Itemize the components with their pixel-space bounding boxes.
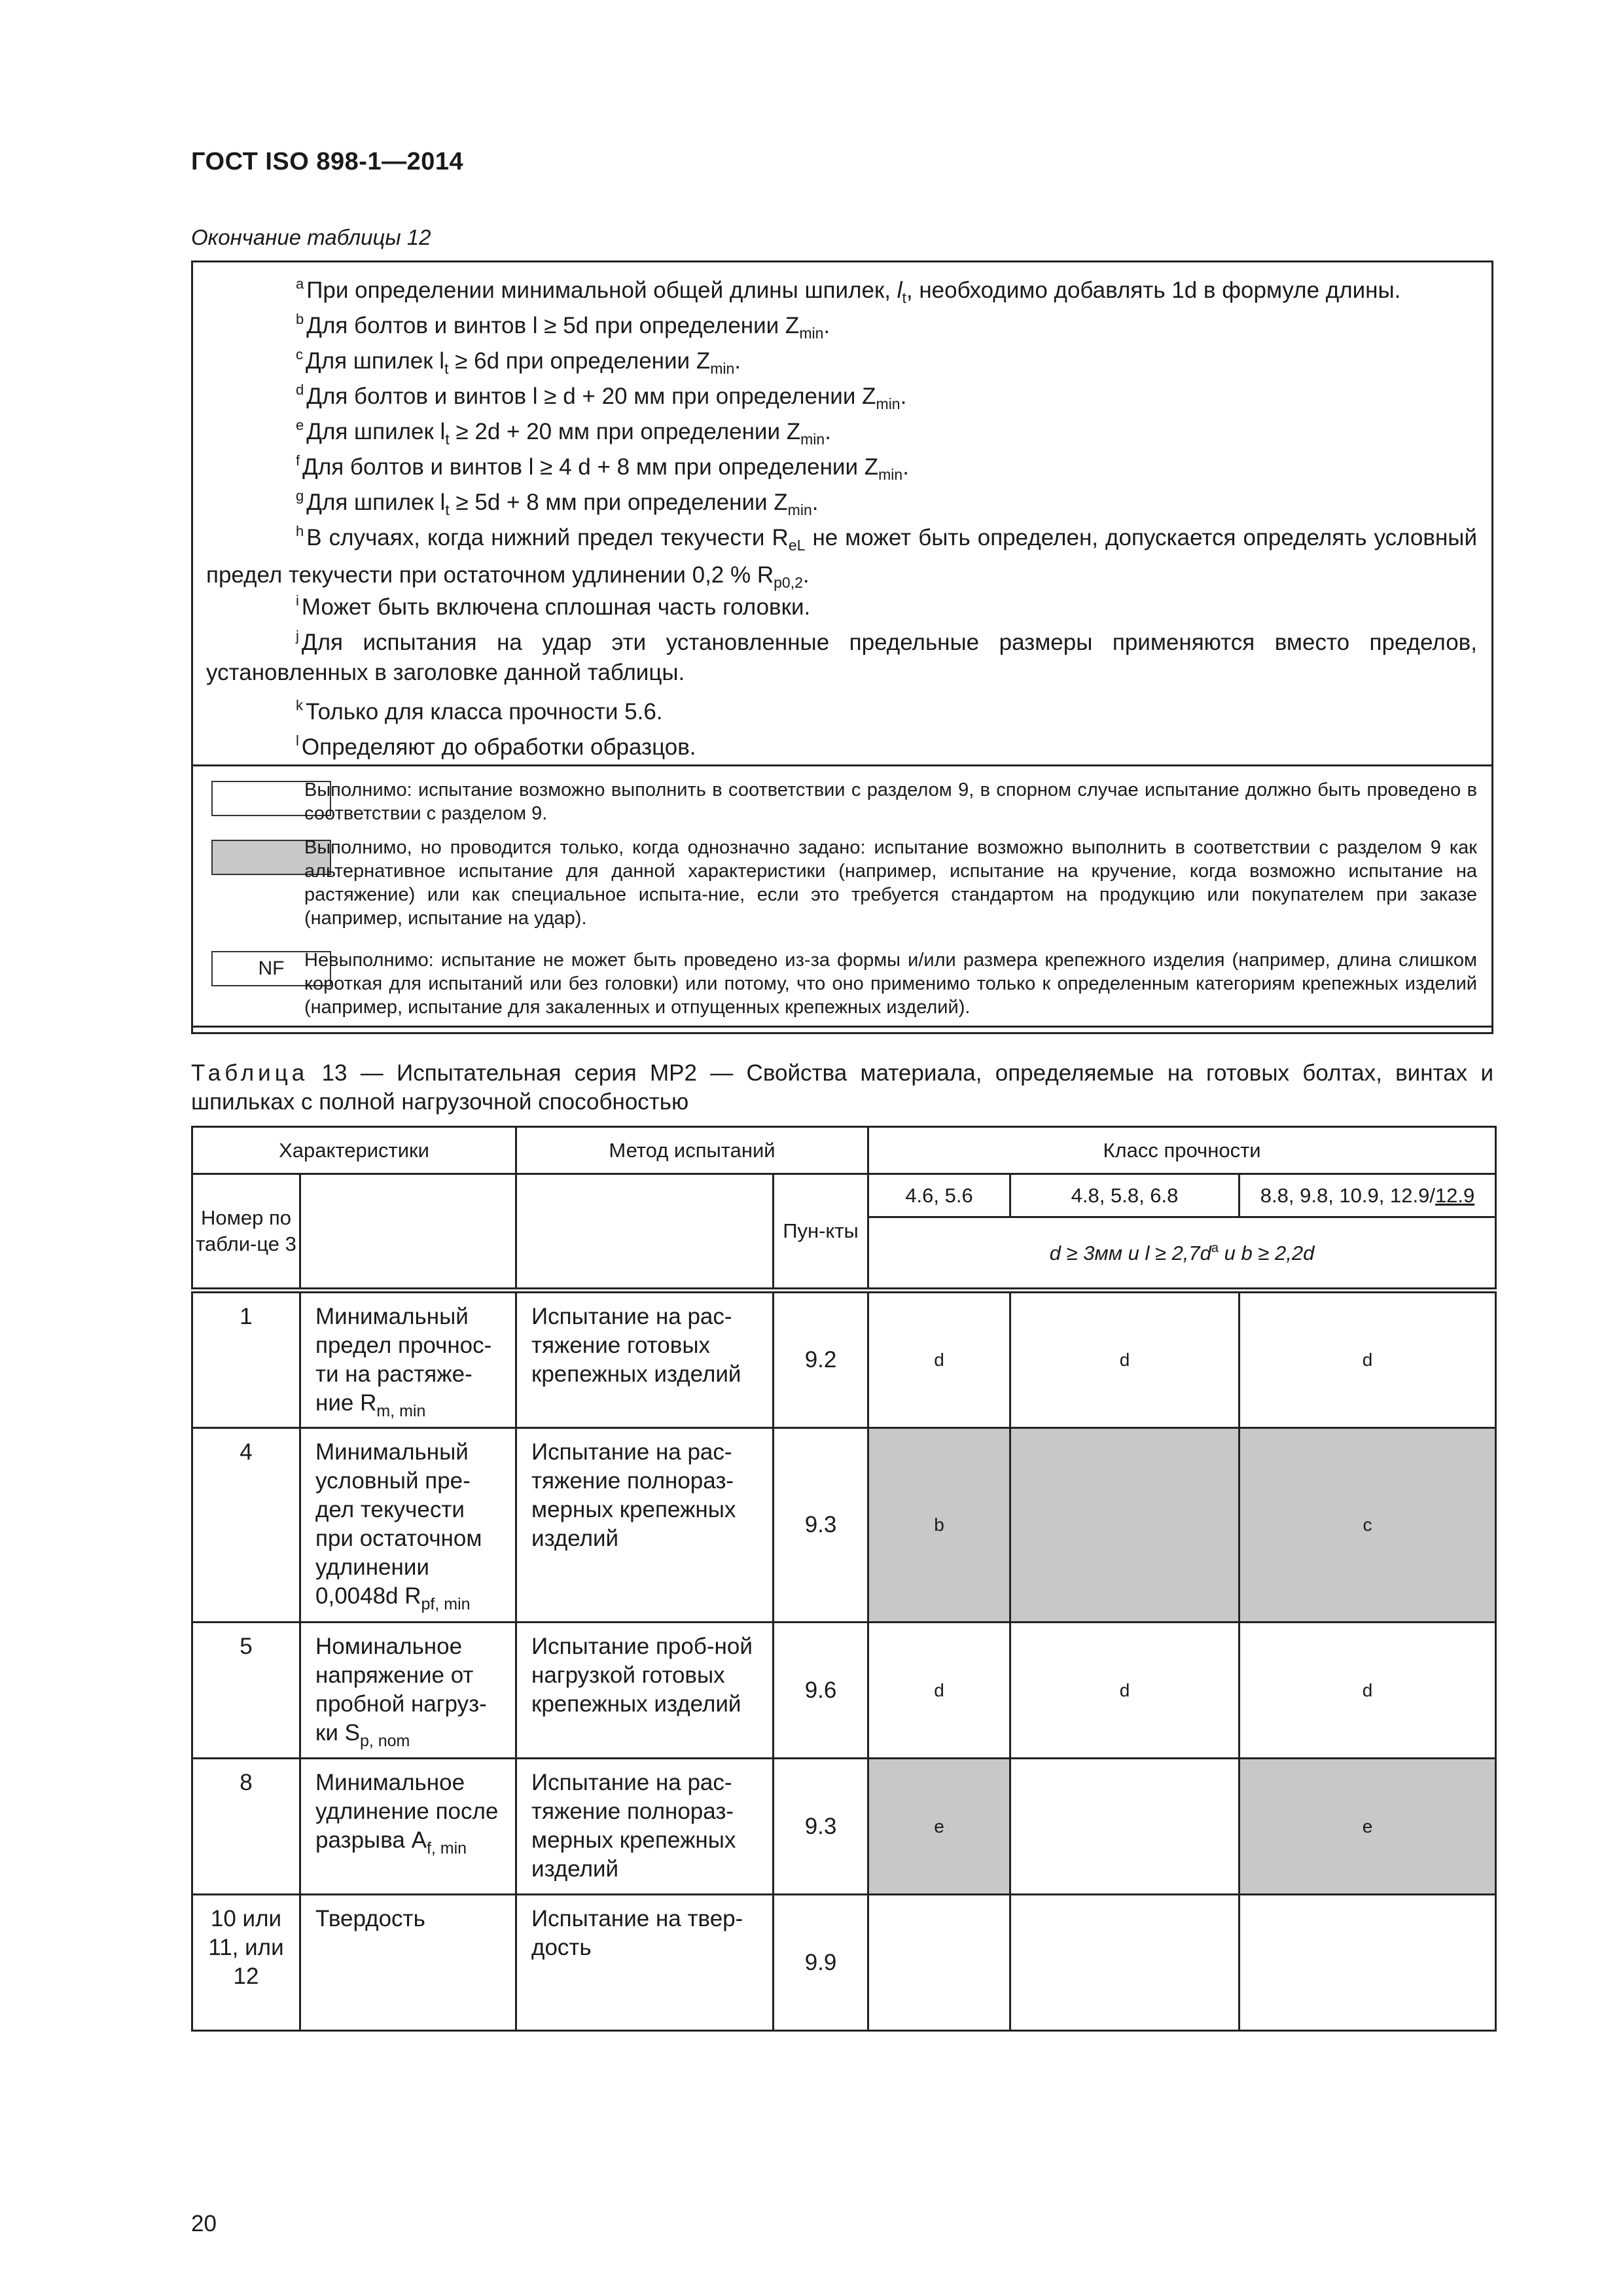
header-class-8-8: 8.8, 9.8, 10.9, 12.9/12.9	[1240, 1174, 1496, 1217]
cell-class-8-8: d	[1240, 1291, 1496, 1428]
cell-class-4-8	[1010, 1759, 1240, 1895]
footnote-k: $^k$ Только для класса прочности 5.6.	[296, 697, 663, 725]
legend-box	[191, 764, 1493, 1034]
cell-test-method: Испытание на твер-дость	[516, 1895, 774, 2031]
cell-table3-number: 10 или 11, или 12	[192, 1895, 300, 2031]
legend-swatch-nf: NF	[211, 951, 331, 986]
footnote-g: $^g$ Для шпилек $l_t \ge 5d + 8$ мм при определении $Z_{min}$.	[296, 488, 819, 518]
header-clauses: Пун-кты	[774, 1174, 868, 1291]
cell-table3-number: 8	[192, 1759, 300, 1895]
cell-class-4-8: d	[1010, 1623, 1240, 1759]
header-size-condition: d ≥ 3мм и $l \ge 2,7d^a$ и b ≥ 2,2d	[868, 1217, 1496, 1291]
footnote-d: $^d$ Для болтов и винтов l ≥ d + 20 мм при определении $Z_{min}$.	[296, 382, 907, 412]
cell-clause: 9.3	[774, 1428, 868, 1623]
header-property-class: Класс прочности	[868, 1127, 1496, 1174]
footnote-l: $^l$ Определяют до обработки образцов.	[296, 732, 696, 760]
cell-characteristic: Минимальный условный пре-дел текучести при остаточном удлинении 0,0048d $R_{pf, min}$	[300, 1428, 516, 1623]
cell-class-4-8: d	[1010, 1291, 1240, 1428]
header-class-4-8: 4.8, 5.8, 6.8	[1010, 1174, 1240, 1217]
cell-class-4-6: d	[868, 1291, 1010, 1428]
cell-characteristic: Номинальное напряжение от пробной нагруз-ки $S_{p, nom}$	[300, 1623, 516, 1759]
table-row	[192, 1428, 1496, 1623]
cell-characteristic: Твердость	[300, 1895, 516, 2031]
cell-test-method: Испытание проб-ной нагрузкой готовых крепежных изделий	[516, 1623, 774, 1759]
table-row	[192, 1623, 1496, 1759]
cell-class-4-6: b	[868, 1428, 1010, 1623]
cell-clause: 9.3	[774, 1759, 868, 1895]
cell-clause: 9.9	[774, 1895, 868, 2031]
table-row	[192, 1291, 1496, 1428]
legend-text-conditional: Выполнимо, но проводится только, когда однозначно задано: испытание возможно выполнить в соответствии с разделом 9 как альтернативное испытание для данной характеристики (например, испытание на кручение, когда возможно испытание на растяжение) или как специальное испыта-ние, если это требуется стандартом на продукцию или покупателем при заказе (например, испытание на удар).	[304, 837, 1477, 929]
table13-caption: Таблица 13 — Испытательная серия МР2 — Свойства материала, определяемые на готовых болтах, винтах и шпильках с полной нагрузочной способностью	[191, 1060, 1493, 1115]
footnote-a: $^a$ При определении минимальной общей длины шпилек, $l_t$, необходимо добавлять 1d в формуле длины.	[296, 276, 1401, 306]
footnote-j: $^j$ Для испытания на удар эти установленные предельные размеры применяются вместо пределов, установленных в заголовке данной таблицы.	[206, 628, 1477, 685]
cell-class-4-6	[868, 1895, 1010, 2031]
cell-class-4-8	[1010, 1428, 1240, 1623]
cell-class-4-8	[1010, 1895, 1240, 2031]
footnote-e: $^e$ Для шпилек $l_t \ge 2d + 20$ мм при определении $Z_{min}$.	[296, 417, 831, 448]
cell-class-8-8: e	[1240, 1759, 1496, 1895]
footnote-h: $^h$ В случаях, когда нижний предел текучести $R_{eL}$ не может быть определен, допускается определять условный предел текучести при остаточном удлинении 0,2 % $R_{p0,2}$.	[206, 523, 1478, 591]
cell-class-8-8: d	[1240, 1623, 1496, 1759]
cell-class-8-8: c	[1240, 1428, 1496, 1623]
header-table3-number: Номер по табли-це 3	[192, 1174, 300, 1291]
cell-test-method: Испытание на рас-тяжение готовых крепежных изделий	[516, 1291, 774, 1428]
table13	[191, 1126, 1497, 2032]
cell-table3-number: 1	[192, 1291, 300, 1428]
cell-table3-number: 5	[192, 1623, 300, 1759]
header-empty-cell	[516, 1174, 774, 1291]
cell-class-4-6: e	[868, 1759, 1010, 1895]
footnote-i: $^i$ Может быть включена сплошная часть головки.	[296, 592, 811, 620]
legend-text-feasible: Выполнимо: испытание возможно выполнить в соответствии с разделом 9, в спорном случае испытание должно быть проведено в соответствии с разделом 9.	[304, 780, 1477, 824]
footnote-c: $^c$ Для шпилек $l_t \ge 6d$ при определении $Z_{min}$.	[296, 346, 741, 377]
header-characteristics: Характеристики	[192, 1127, 516, 1174]
table-row	[192, 1759, 1496, 1895]
header-class-4-6: 4.6, 5.6	[868, 1174, 1010, 1217]
cell-class-4-6: d	[868, 1623, 1010, 1759]
page-number: 20	[191, 2211, 217, 2236]
cell-class-8-8	[1240, 1895, 1496, 2031]
cell-table3-number: 4	[192, 1428, 300, 1623]
header-test-method: Метод испытаний	[516, 1127, 868, 1174]
table-continuation-caption: Окончание таблицы 12	[191, 225, 431, 249]
table-row	[192, 1895, 1496, 2031]
document-header: ГОСТ ISO 898-1—2014	[191, 148, 464, 175]
footnote-f: $^f$ Для болтов и винтов l ≥ 4 d + 8 мм при определении $Z_{min}$.	[296, 452, 909, 483]
cell-clause: 9.6	[774, 1623, 868, 1759]
cell-characteristic: Минимальный предел прочнос-ти на растяже-ние $R_{m, min}$	[300, 1291, 516, 1428]
cell-clause: 9.2	[774, 1291, 868, 1428]
cell-characteristic: Минимальное удлинение после разрыва $A_{f, min}$	[300, 1759, 516, 1895]
legend-text-nf: Невыполнимо: испытание не может быть проведено из-за формы и/или размера крепежного изделия (например, длина слишком короткая для испытаний или без головки) или потому, что оно применимо только к определенным категориям крепежных изделий (например, испытание для закаленных и отпущенных крепежных изделий).	[304, 950, 1477, 1018]
header-empty-cell	[300, 1174, 516, 1291]
cell-test-method: Испытание на рас-тяжение полнораз-мерных крепежных изделий	[516, 1428, 774, 1623]
footnote-b: $^b$ Для болтов и винтов l ≥ 5d при определении $Z_{min}$.	[296, 311, 830, 342]
cell-test-method: Испытание на рас-тяжение полнораз-мерных крепежных изделий	[516, 1759, 774, 1895]
